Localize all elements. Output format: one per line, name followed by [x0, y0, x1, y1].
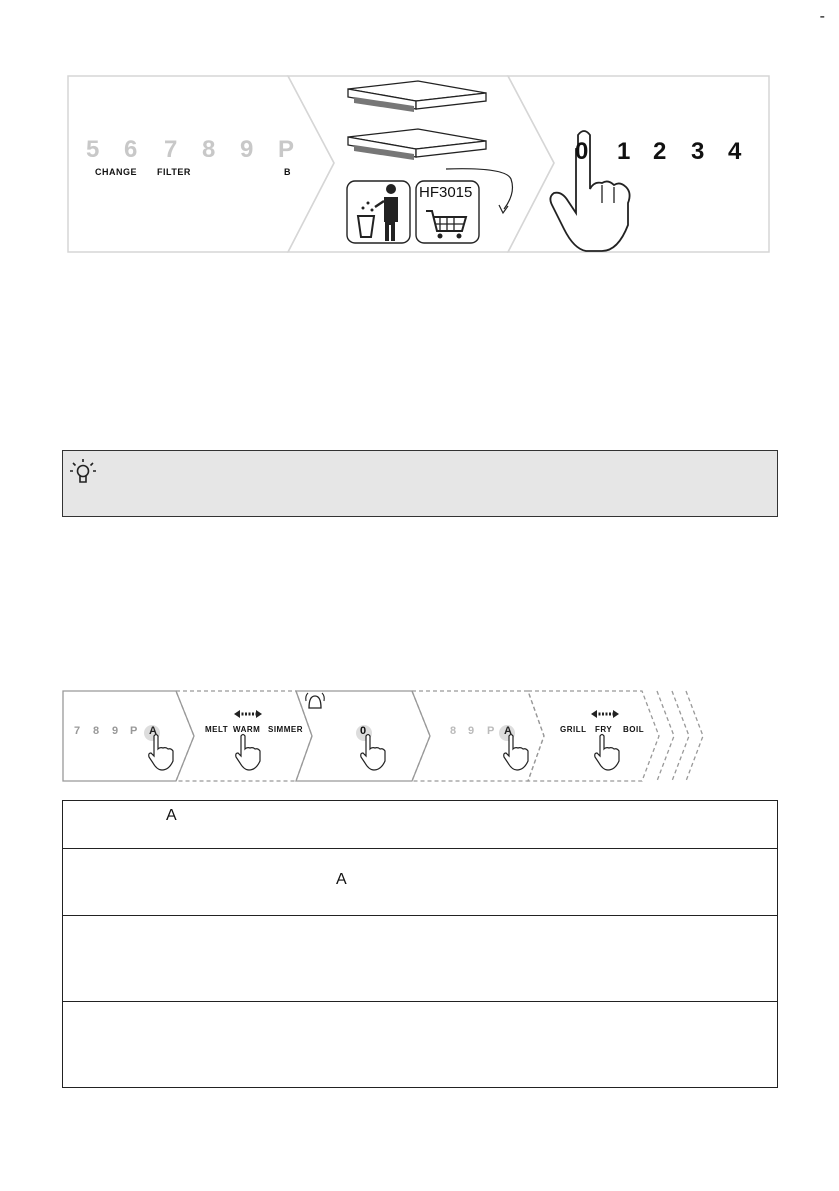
simmer-label: SIMMER [268, 725, 303, 734]
active-level: A [504, 725, 512, 737]
level-digit: P [278, 136, 295, 163]
double-arrow-icon [591, 710, 619, 718]
level-digit: 9 [112, 725, 119, 737]
level-digit: 8 [93, 725, 100, 737]
level-digit: 6 [124, 136, 138, 163]
dispose-trash-icon [347, 181, 410, 243]
active-level: A [149, 725, 158, 737]
page-header-mark: - [819, 8, 825, 25]
level-digit: P [130, 725, 138, 737]
level-digit: 3 [691, 138, 705, 165]
grease-filter-icon [348, 129, 486, 160]
grill-label: GRILL [560, 725, 587, 734]
level-digit: 7 [74, 725, 81, 737]
table-row [63, 1002, 777, 1087]
grease-filter-icon [348, 81, 486, 112]
level-digit: 2 [653, 138, 667, 165]
table-row [63, 849, 777, 916]
table-row [63, 801, 777, 849]
filter-label: FILTER [157, 167, 191, 177]
level-digit: 4 [728, 138, 742, 165]
fry-label: FRY [595, 725, 613, 734]
level-digit: 9 [240, 136, 254, 163]
level-digit: 1 [617, 138, 631, 165]
level-digit: 7 [164, 136, 178, 163]
level-digit: 8 [202, 136, 216, 163]
ringing-bell-icon [306, 693, 325, 708]
double-arrow-icon [234, 710, 262, 718]
tip-box [62, 450, 778, 517]
level-digit: 8 [450, 725, 457, 737]
level-digit: 0 [575, 138, 589, 165]
pointing-hand-icon [360, 733, 388, 771]
level-digit: 9 [468, 725, 475, 737]
table-row [63, 916, 777, 1002]
filter-code-label: HF3015 [419, 184, 473, 201]
change-label: CHANGE [95, 167, 138, 177]
info-table [62, 800, 778, 1088]
melt-label: MELT [205, 725, 229, 734]
level-digit: 5 [86, 136, 100, 163]
auto-symbol: A [166, 807, 177, 824]
auto-symbol: A [336, 871, 347, 888]
level-digit: 0 [360, 725, 367, 737]
level-digit: P [487, 725, 495, 737]
lightbulb-icon [69, 457, 97, 487]
b-label: B [284, 167, 291, 177]
boil-label: BOIL [623, 725, 645, 734]
warm-label: WARM [233, 725, 261, 734]
